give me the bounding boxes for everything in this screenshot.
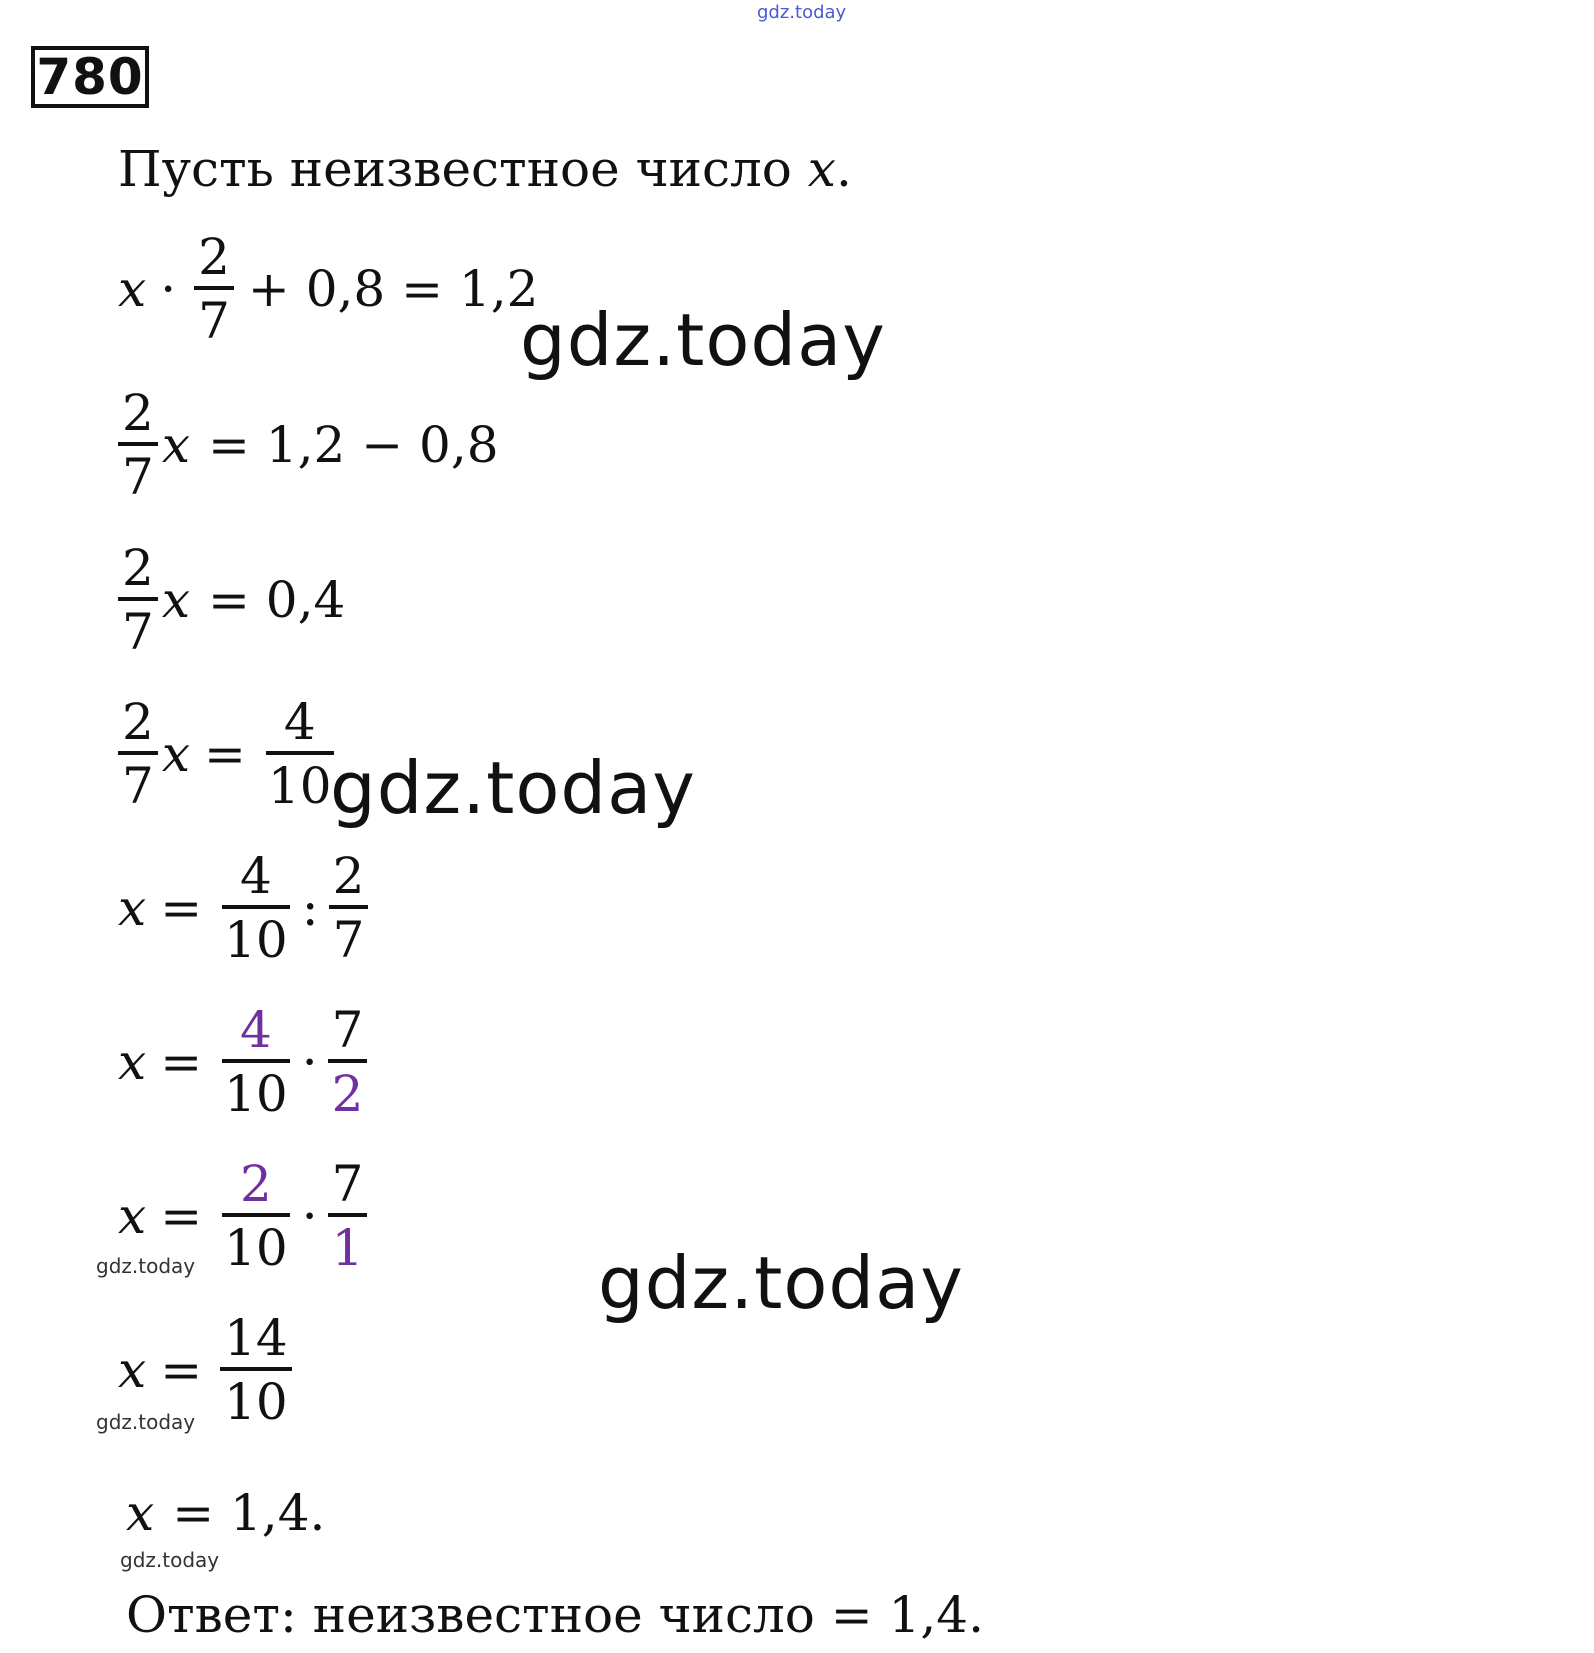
eq1-rest: + 0,8 = 1,2 [247, 260, 539, 318]
eq3-rest: = 0,4 [208, 571, 346, 629]
watermark-small-2: gdz.today [96, 1410, 196, 1434]
eq9-rest: = 1,4. [172, 1484, 326, 1542]
eq3-x: x [161, 571, 191, 629]
eq7-n1: 2 [222, 1159, 290, 1217]
eq7-fraction-1 [220, 1155, 292, 1277]
eq5-d1: 10 [224, 911, 288, 969]
equation-4 [118, 693, 340, 815]
eq2-rest: = 1,2 − 0,8 [208, 416, 499, 474]
eq6-n1: 4 [222, 1005, 290, 1063]
equation-3 [118, 539, 346, 661]
equation-1 [118, 228, 539, 350]
eq5-n1: 4 [222, 851, 290, 909]
eq3-fraction [118, 539, 158, 661]
eq6-d2: 2 [331, 1065, 364, 1123]
eq2-den: 7 [122, 448, 154, 506]
eq8-fraction [220, 1309, 292, 1431]
eq2-x: x [161, 416, 191, 474]
watermark-big-1: gdz.today [520, 298, 886, 382]
equation-2 [118, 384, 499, 506]
eq6-eq: = [160, 1033, 203, 1091]
intro-label: Пусть неизвестное число [118, 140, 808, 198]
eq5-d2: 7 [332, 911, 365, 969]
eq4-rnum: 4 [266, 697, 334, 755]
watermark-big-3: gdz.today [598, 1241, 964, 1325]
eq3-num: 2 [118, 543, 158, 601]
eq7-d2: 1 [331, 1219, 364, 1277]
watermark-small-1: gdz.today [96, 1254, 196, 1278]
eq5-x: x [118, 879, 147, 937]
eq6-n2: 7 [328, 1005, 368, 1063]
eq4-fraction-left [118, 693, 158, 815]
eq3-den: 7 [122, 603, 154, 661]
eq5-fraction-2 [329, 847, 369, 969]
eq2-fraction [118, 384, 158, 506]
eq4-num: 2 [118, 697, 158, 755]
eq2-num: 2 [118, 388, 158, 446]
eq6-d1: 10 [224, 1065, 288, 1123]
eq4-den: 7 [122, 757, 154, 815]
eq5-op: : [301, 879, 319, 937]
eq6-fraction-1 [220, 1001, 292, 1123]
eq4-eq: = [204, 725, 246, 783]
eq8-eq: = [160, 1341, 203, 1399]
eq1-fraction [194, 228, 234, 350]
eq6-fraction-2 [328, 1001, 368, 1123]
eq6-op: · [301, 1033, 318, 1091]
eq5-fraction-1 [220, 847, 292, 969]
eq4-rden: 10 [267, 757, 332, 815]
eq7-fraction-2 [328, 1155, 368, 1277]
eq9-x: x [126, 1484, 155, 1542]
eq7-n2: 7 [328, 1159, 368, 1217]
eq1-dot: · [160, 260, 177, 318]
watermark-small-3: gdz.today [120, 1548, 220, 1572]
eq5-n2: 2 [329, 851, 369, 909]
eq8-n1: 14 [220, 1313, 292, 1371]
eq1-den: 7 [198, 292, 230, 350]
eq4-x: x [161, 725, 191, 783]
eq7-d1: 10 [224, 1219, 288, 1277]
eq1-num: 2 [194, 232, 234, 290]
watermark-top: gdz.today [757, 2, 847, 23]
eq5-eq: = [160, 879, 203, 937]
eq4-fraction-right [264, 693, 336, 815]
eq7-op: · [301, 1187, 318, 1245]
intro-var: x [807, 140, 836, 198]
eq1-x: x [118, 260, 147, 318]
intro-text [118, 140, 852, 198]
watermark-big-2: gdz.today [330, 746, 696, 830]
eq6-x: x [118, 1033, 147, 1091]
eq7-x: x [118, 1187, 147, 1245]
eq8-d1: 10 [224, 1373, 288, 1431]
intro-end: . [835, 140, 852, 198]
answer-text: Ответ: неизвестное число = 1,4. [126, 1586, 984, 1644]
equation-5 [118, 847, 372, 969]
eq7-eq: = [160, 1187, 203, 1245]
problem-number: 780 [31, 46, 149, 108]
equation-9 [126, 1484, 325, 1542]
equation-6 [118, 1001, 371, 1123]
eq8-x: x [118, 1341, 147, 1399]
